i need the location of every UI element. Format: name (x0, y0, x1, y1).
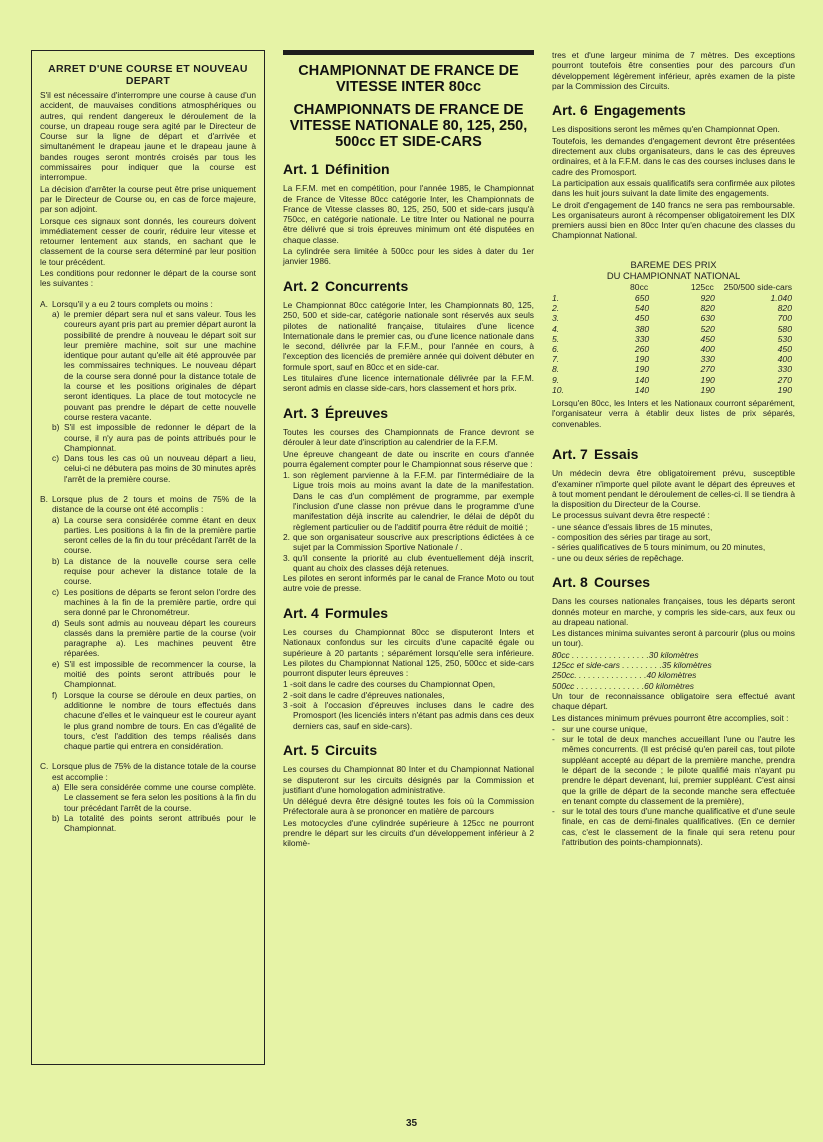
section-marker: B. (40, 493, 48, 504)
list-item (552, 724, 795, 734)
table-cell: 330 (777, 364, 792, 375)
table-cell: 450 (777, 344, 792, 355)
list-item: - séries qualificatives de 5 tours minimum, ou 20 minutes, (552, 542, 766, 553)
table-cell: 270 (777, 374, 792, 385)
article-name: Essais (594, 445, 639, 462)
table-cell: 2. (552, 303, 560, 314)
table-cell: 190 (777, 384, 792, 395)
bareme-title (552, 259, 795, 281)
paragraph: Les pilotes en seront informés par le canal de France Moto ou tout autre voie de presse. (283, 573, 534, 594)
paragraph: tres et d'une largeur minima de 7 mètres. Des exceptions pourront toutefois être consenties pour des parcours d'un développement légèrement inférieur, après examen de la piste par la Commission des Circuits. (552, 50, 795, 91)
article-heading (552, 445, 795, 462)
section-b (40, 494, 256, 751)
list-item (52, 309, 256, 422)
table-row (552, 334, 795, 344)
item-marker: 3 - (283, 700, 293, 711)
table-cell: 270 (700, 364, 715, 375)
table-cell: 1.040 (770, 293, 792, 304)
item-text: soit dans le cadre d'épreuves nationales, (293, 689, 445, 700)
item-marker: - (552, 734, 555, 745)
column-header: 80cc (630, 281, 649, 292)
table-cell: 700 (777, 313, 792, 324)
list-item: - composition des séries par tirage au sort, (552, 532, 711, 543)
article-name: Concurrents (325, 277, 409, 294)
article-number: Art. 8 (552, 573, 588, 590)
item-marker: c) (52, 453, 59, 464)
table-cell: 8. (552, 364, 560, 375)
item-text: le premier départ sera nul et sans valeur. Tous les coureurs ayant pris part au premier départ auront la possibilité de prendre à nouveau le départ soit sur leur première machine, soit sur une machine identique pour autant qu'elle ait été approuvée par les commissaires techniques. Le nouveau départ de la course sera donné pour la distance totale de la course et les positions originales de départ seront identiques. La place de tout motocycle ne pouvant pas prendre le départ de cette nouvelle course restera vacante. (64, 308, 256, 422)
item-marker: b) (52, 422, 60, 433)
article-number: Art. 2 (283, 277, 319, 294)
table-cell: 140 (634, 374, 650, 385)
item-marker: 3. (283, 552, 290, 563)
list-item (52, 813, 256, 834)
table-row (552, 324, 795, 334)
item-text: Les positions de départs se feront selon l'ordre des machines à la fin de la première partie, ordre qui sera donné par le Chronométreur. (64, 586, 256, 618)
list-item (52, 659, 256, 690)
list-item (552, 806, 795, 847)
article-number: Art. 3 (283, 404, 319, 421)
item-marker: 2 - (283, 689, 293, 700)
list-item (283, 553, 534, 574)
list-item (283, 700, 534, 731)
table-cell: 190 (700, 384, 715, 395)
table-row (552, 385, 795, 395)
item-text: qu'il consente la priorité au club éventuellement déjà inscrit, quant au choix des classes déjà retenues. (293, 552, 534, 573)
paragraph: Le droit d'engagement de 140 francs ne sera pas remboursable. Les organisateurs auront à récompenser obligatoirement les DIX premiers aussi bien en 80cc Inter qu'en chacune des classes du Championnat National. (552, 199, 795, 241)
table-cell: 1. (552, 293, 560, 304)
table-cell: 450 (700, 333, 715, 344)
heading-rule (283, 50, 534, 55)
paragraph: Un délégué devra être désigné toutes les fois où la Commission Préfectorale aura à se prononcer en matière de parcours (283, 796, 534, 817)
bareme-title-line: DU CHAMPIONNAT NATIONAL (606, 269, 741, 281)
article-heading (283, 161, 534, 177)
paragraph: La participation aux essais qualificatifs sera confirmée aux pilotes dans les huit jours suivant la date limite des engagements. (552, 177, 795, 199)
table-cell: 3. (552, 313, 560, 324)
table-cell: 330 (634, 333, 650, 344)
article-number: Art. 4 (283, 604, 319, 621)
item-marker: 1. (283, 470, 290, 481)
item-text: Lorsque la course se déroule en deux parties, on additionne le nombre de tours effectués dans chacune d'elles et le vainqueur est le coureur ayant le plus grand nombre de tours. En cas d'égalité de tours, c'est l'addition des temps réalisés dans chaque partie qui entrera en considération. (64, 689, 256, 752)
item-text: S'il est impossible de redonner le départ de la course, il n'y aura pas de points attribués pour le Championnat. (64, 422, 256, 453)
item-marker: b) (52, 812, 60, 823)
table-row (552, 375, 795, 385)
article-heading (283, 604, 534, 621)
paragraph: Les conditions pour redonner le départ de la course sont les suivantes : (40, 268, 256, 289)
table-cell: 540 (634, 303, 650, 314)
paragraph: Lorsqu'en 80cc, les Inters et les Nationaux courront séparément, l'organisateur verra à établir deux listes de prix séparés, convenables. (552, 398, 795, 429)
article-number: Art. 1 (283, 161, 319, 177)
list-item (52, 782, 256, 813)
paragraph: Les distances minimum prévues pourront être accomplies, soit : (552, 712, 789, 723)
list-item (52, 515, 256, 556)
section-text: Lorsque plus de 2 tours et moins de 75% de la distance de la course ont été accomplis : (52, 493, 256, 515)
list-item (52, 453, 256, 484)
table-cell: 7. (552, 354, 560, 365)
table-cell: 920 (700, 293, 715, 304)
table-cell: 4. (552, 323, 560, 334)
item-marker: 2. (283, 531, 290, 542)
distance-line: 500cc . . . . . . . . . . . . . . .60 kilomètres (552, 680, 694, 691)
table-cell: 260 (634, 344, 650, 355)
paragraph: Un médecin devra être obligatoirement prévu, susceptible d'examiner n'importe quel pilote avant le départ des épreuves et à tout moment pendant le déroulement de celles-ci. Il se tiendra à la disposition du Directeur de la Course. (552, 468, 796, 510)
table-cell: 400 (777, 354, 792, 365)
item-marker: - (552, 806, 555, 817)
item-marker: b) (52, 555, 60, 566)
paragraph: La décision d'arrêter la course peut être prise uniquement par le Directeur de Course ou, en cas de force majeure, par son adjoint. (40, 183, 256, 215)
item-marker: f) (52, 689, 58, 700)
paragraph: Une épreuve changeant de date ou inscrite en cours d'année pourra également compter pour le Championnat sous réserve que : (283, 448, 534, 469)
list-item (283, 532, 534, 553)
item-text: soit à l'occasion d'épreuves incluses dans le cadre des Promosport (les licenciés inters n'étant pas admis dans ces deux derniers cas, sauf en side-cars). (293, 700, 534, 731)
article-heading (552, 102, 795, 119)
item-marker: - (552, 723, 555, 734)
article-heading (283, 741, 534, 758)
paragraph: Les distances minima suivantes seront à parcourir (plus ou moins un tour). (552, 628, 795, 649)
section-text: Lorsque plus de 75% de la distance totale de la course est accomplie : (52, 761, 256, 782)
conditions-list (283, 470, 534, 573)
item-text: Dans tous les cas où un nouveau départ a lieu, celui-ci ne débutera pas moins de 30 minutes après l'arrêt de la première course. (64, 453, 256, 484)
paragraph: Toutes les courses des Championnats de France devront se dérouler à leur date d'inscription au calendrier de la F.F.M. (283, 426, 534, 448)
section-text: Lorsqu'il y a eu 2 tours complets ou moins : (52, 298, 213, 309)
article-name: Définition (325, 161, 390, 177)
item-marker: e) (52, 658, 60, 669)
table-cell: 380 (634, 323, 650, 334)
table-cell: 520 (700, 323, 715, 334)
section-marker: A. (40, 298, 48, 309)
list-item (52, 690, 256, 752)
item-text: soit dans le cadre des courses du Championnat Open, (293, 679, 496, 690)
article-number: Art. 5 (283, 741, 319, 758)
article-name: Engagements (594, 102, 686, 119)
arret-course-box (31, 50, 265, 1065)
article-heading (552, 573, 795, 590)
distance-line: 80cc . . . . . . . . . . . . . . . . .30 kilomètres (552, 649, 699, 660)
section-a (40, 299, 256, 484)
paragraph: Les motocycles d'une cylindrée supérieure à 125cc ne pourront prendre le départ sur les circuits d'un développement inférieur à 2 kilomè- (283, 817, 534, 849)
table-cell: 140 (634, 384, 650, 395)
list-item: - une séance d'essais libres de 15 minutes, (552, 521, 713, 532)
paragraph: Lorsque ces signaux sont donnés, les coureurs doivent immédiatement cesser de courir, réduire leur vitesse et retourner lentement aux stands, en sachant que le classement de la course sera déterminé par leur position le tour précédent. (40, 215, 256, 267)
table-cell: 820 (700, 303, 715, 314)
table-cell: 820 (777, 303, 792, 314)
column-header: 250/500 side-cars (723, 281, 792, 292)
item-text: Elle sera considérée comme une course complète. Le classement se fera selon les positions à la fin du tour précédant l'arrêt de la course. (64, 782, 256, 813)
article-name: Formules (325, 604, 389, 621)
item-marker: a) (52, 782, 60, 792)
article-number: Art. 7 (552, 445, 588, 462)
item-text: sur une course unique, (562, 723, 648, 734)
item-marker: c) (52, 586, 59, 597)
item-text: sur le total des tours d'une manche qualificative et d'une seule finale, en cas de demi-finales qualificatives. (En ce dernier cas, c'est le classement de la finale qui sera retenu pour l'attribution des points-championnats). (562, 806, 795, 848)
list-item (283, 470, 534, 532)
table-cell: 6. (552, 344, 560, 355)
article-heading (283, 404, 534, 421)
item-text: sur le total de deux manches accueillant l'une ou l'autre les mêmes concurrents. (Il est précisé qu'en pareil cas, tout pilote suppléant accepté au départ de la première manche, prendra le départ de la seconde ; le pilote qualifié mais n'ayant pu prendre le départ devenant, lui, premier suppléant. C'est ainsi que la grille de départ de la seconde manche sera effectuée en tenant compte du classement de la première), (562, 734, 795, 806)
table-cell: 190 (700, 374, 715, 385)
table-row (552, 364, 795, 374)
item-marker: 1 - (283, 679, 293, 690)
page-number: 35 (405, 1118, 418, 1129)
paragraph: Les courses du Championnat 80cc se disputeront Inters et Nationaux confondus sur les circuits d'une capacité égale ou supérieure à 20 partants ; séparément lorsqu'elle sera inférieure. Les pilotes du Championnat National 125, 250, 500cc et side-cars pourront disputer leurs épreuves : (283, 626, 534, 679)
article-name: Épreuves (325, 404, 389, 421)
box-title: ARRET D'UNE COURSE ET NOUVEAU DEPART (48, 63, 248, 87)
list-item (283, 679, 534, 689)
table-cell: 330 (700, 354, 715, 365)
table-cell: 190 (634, 354, 650, 365)
distance-line: 125cc et side-cars . . . . . . . . .35 kilomètres (552, 660, 712, 671)
item-text: La distance de la nouvelle course sera celle requise pour achever la distance totale de la course. (64, 555, 256, 587)
table-row (552, 303, 795, 313)
item-text: La course sera considérée comme étant en deux parties. Les positions à la fin de la première partie seront celles de la fin du tour précédant l'arrêt de la course. (64, 514, 256, 556)
list-item (52, 422, 256, 453)
paragraph: La F.F.M. met en compétition, pour l'année 1985, le Championnat de France de Vitesse 80cc catégorie Inter, les Championnats de France de Vitesse classes 80, 125, 250, 500 et side-cars jusqu'à 750cc, en catégorie nationale. Le titre Inter ou National ne pourra être délivré que si trois épreuves minimum ont été disputées en chaque classe. (283, 183, 534, 245)
paragraph: Les dispositions seront les mêmes qu'en Championnat Open. (552, 124, 780, 135)
distance-line: 250cc. . . . . . . . . . . . . . . .40 kilomètres (552, 670, 697, 681)
formules-list (283, 679, 534, 730)
table-cell: 630 (700, 313, 715, 324)
list-item (52, 587, 256, 618)
table-row (552, 354, 795, 364)
item-text: S'il est impossible de recommencer la course, la moitié des points seront attribués pour le Championnat. (64, 658, 256, 690)
table-cell: 580 (777, 323, 792, 334)
item-text: Seuls sont admis au nouveau départ les coureurs classés dans la première partie de la course (voir paragraphe a). Les machines peuvent être réparées. (64, 617, 256, 659)
distance-options-list (552, 724, 795, 848)
paragraph: Les courses du Championnat 80 Inter et du Championnat National se disputeront sur les circuits désignés par la Commission et justifiant d'une homologation administrative. (283, 764, 534, 795)
list-item (283, 690, 534, 700)
table-cell: 530 (777, 333, 792, 344)
item-marker: a) (52, 308, 60, 319)
item-text: son règlement parvienne à la F.F.M. par l'intermédiaire de la Ligue trois mois au moins avant la date de la manifestation. Dans le cas d'un complément de programme, par exemple l'inclusion d'une classe non prévue dans le programme d'une manifestation déjà inscrite au calendrier, le délai de dépôt du règlement particulier ou de l'additif pourra être réduit de moitié ; (293, 470, 534, 532)
prize-table (552, 281, 795, 395)
article-name: Circuits (325, 741, 378, 758)
section-marker: C. (40, 761, 49, 772)
paragraph: Le Championnat 80cc catégorie Inter, les Championnats 80, 125, 250, 500 et side-car, catégorie nationale sont réservés aux seuls pilotes de nationalité française, titulaires d'une licence Internationale dans le premier cas, ou d'une licence nationale dans le second, délivrée par la F.F.M., pour l'année en cours, à l'exception des licenciés de première année qui doivent débuter en formule sport, sauf en 80cc et en side-car. (283, 299, 534, 372)
table-row (552, 344, 795, 354)
list-item: - une ou deux séries de repêchage. (552, 552, 684, 563)
article-number: Art. 6 (552, 102, 588, 119)
list-item (52, 618, 256, 659)
item-text: que son organisateur souscrive aux prescriptions édictées à ce sujet par la Commission Sportive Nationale / . (293, 531, 534, 553)
table-cell: 650 (634, 293, 650, 304)
column-header: 125cc (690, 281, 714, 292)
table-cell: 9. (552, 374, 560, 385)
table-cell: 10. (552, 384, 564, 395)
table-cell: 400 (700, 344, 715, 355)
list-item (52, 556, 256, 587)
paragraph: Toutefois, les demandes d'engagement devront être présentées directement aux clubs organisateurs, dans le cas des épreuves ordinaires, et à la F.F.M. dans le cas des courses incluses dans le cadre des Promosport. (552, 135, 795, 177)
paragraph: S'il est nécessaire d'interrompre une course à cause d'un accident, de mauvaises conditions atmosphériques ou autres, qui rendent dangereux le déroulement de la course, un drapeau rouge sera agité par le Directeur de Course sur la ligne de départ et d'arrivée et simultanément le drapeau jaune et le drapeau jaune à bandes rouges seront montrés croisés par tous les commissaires pour indiquer que la course est interrompue. (40, 90, 256, 183)
paragraph: Les titulaires d'une licence internationale délivrée par la F.F.M. seront admis en classe side-cars, hors classement et hors prix. (283, 373, 534, 394)
item-text: La totalité des points seront attribués pour le Championnat. (64, 812, 256, 834)
table-header-row (552, 281, 795, 293)
article-heading (283, 277, 534, 294)
item-marker: d) (52, 617, 60, 628)
article-name: Courses (594, 573, 651, 590)
paragraph: Un tour de reconnaissance obligatoire sera effectué avant chaque départ. (552, 690, 795, 712)
main-title: CHAMPIONNAT DE FRANCE DE VITESSE INTER 80cc (298, 63, 519, 95)
paragraph: Dans les courses nationales françaises, tous les départs seront donnés moteur en marche, y compris les side-cars, aux feux ou au drapeau national. (552, 596, 795, 627)
table-row (552, 313, 795, 323)
section-c (40, 761, 256, 833)
right-column (552, 50, 795, 847)
paragraph: Le processus suivant devra être respecté : (552, 510, 710, 521)
table-cell: 190 (634, 364, 650, 375)
list-item (552, 734, 795, 806)
middle-column (283, 40, 534, 850)
table-row (552, 293, 795, 303)
table-cell: 5. (552, 333, 560, 344)
item-marker: a) (52, 514, 60, 525)
table-cell: 450 (634, 313, 650, 324)
main-subtitle: CHAMPIONNATS DE FRANCE DE VITESSE NATIONALE 80, 125, 250, 500cc ET SIDE-CARS (289, 102, 528, 150)
bareme-title-line: BAREME DES PRIX (630, 258, 717, 270)
paragraph: La cylindrée sera limitée à 500cc pour les sides à dater du 1er janvier 1986. (283, 246, 534, 267)
